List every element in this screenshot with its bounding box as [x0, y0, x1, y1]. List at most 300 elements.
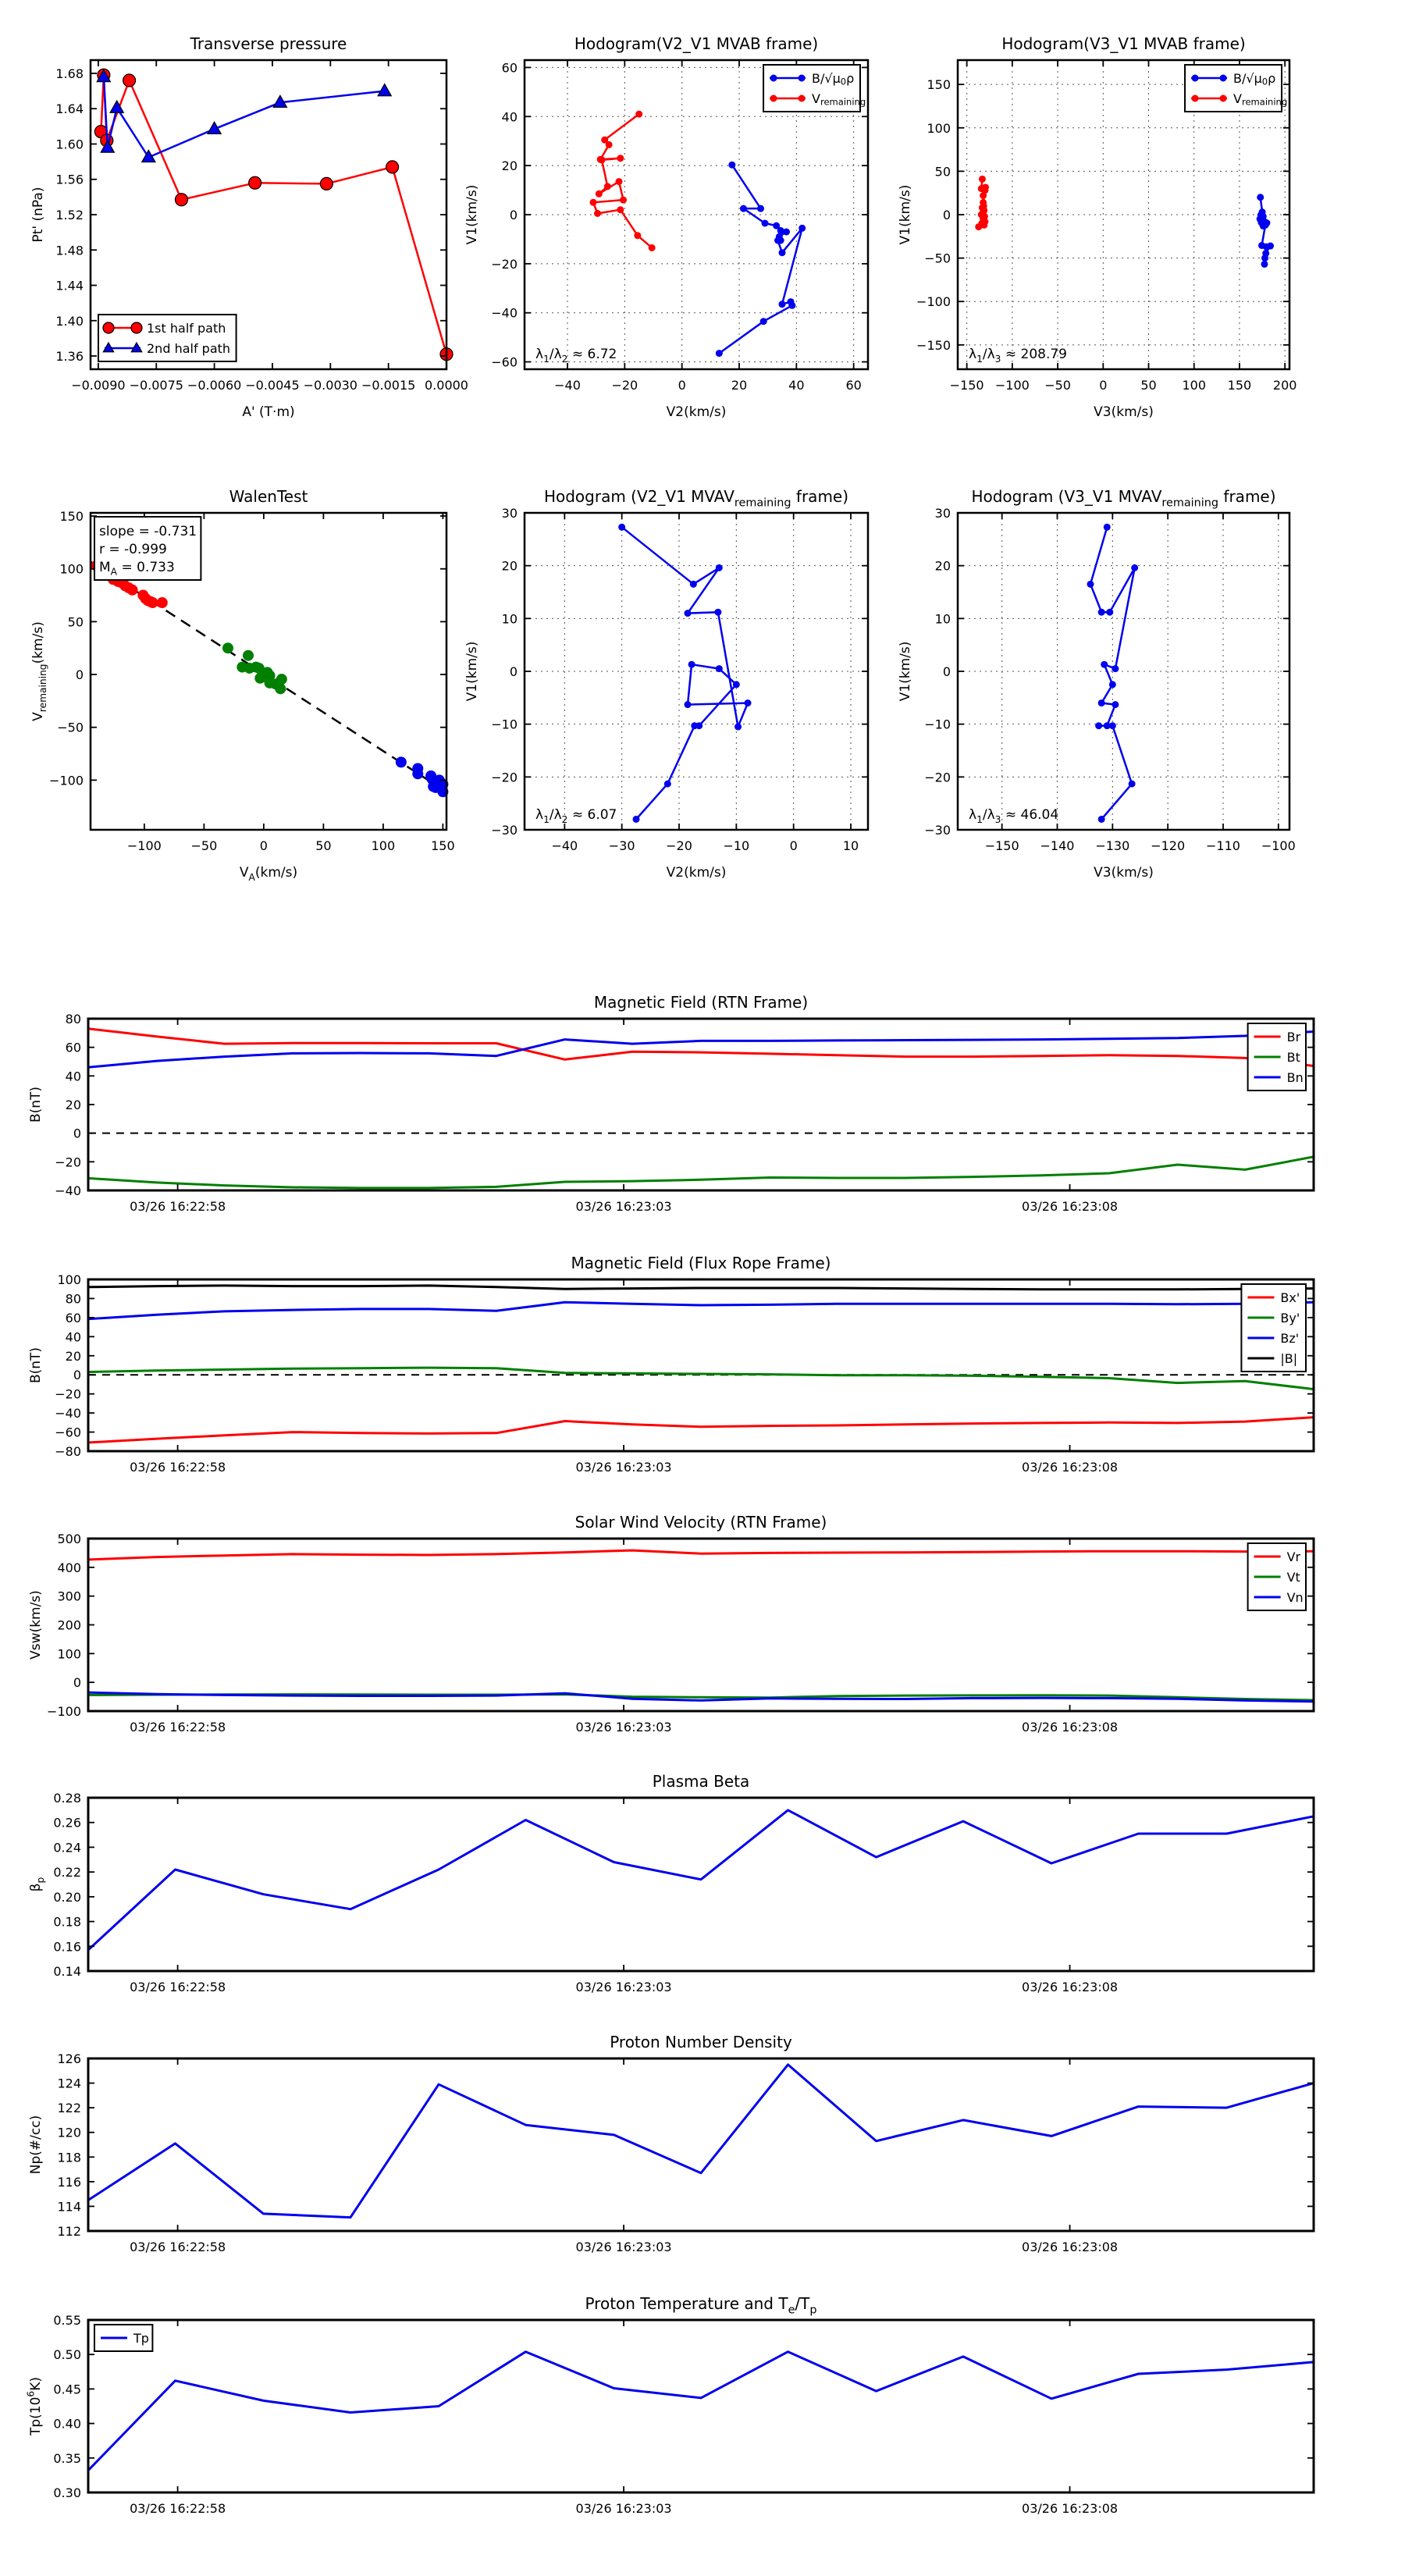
axes-frame — [88, 1019, 1314, 1190]
circle-marker — [1098, 816, 1105, 823]
x-tick-label: −20 — [611, 378, 638, 393]
chart-transverse-pressure — [30, 34, 468, 420]
chart-title: Hodogram (V2_V1 $MVAV_{remaining}$ frame) — [543, 487, 849, 510]
y-tick-label: 0.26 — [53, 1815, 81, 1831]
x-axis-label: V3(km/s) — [1094, 404, 1154, 420]
circle-marker — [1220, 75, 1227, 82]
circle-marker — [1109, 722, 1116, 729]
y-tick-label: 30 — [934, 505, 951, 521]
x-tick-label: 200 — [1272, 378, 1297, 393]
x-tick-label: −0.0030 — [303, 378, 357, 393]
circle-marker — [649, 244, 656, 251]
y-tick-label: 120 — [57, 2125, 81, 2140]
y-tick-label: −80 — [55, 1443, 81, 1459]
circle-marker — [685, 701, 692, 708]
circle-marker — [688, 661, 695, 668]
circle-marker — [757, 205, 764, 212]
circle-marker — [1220, 95, 1227, 102]
circle-marker — [728, 162, 735, 169]
legend-label: Bx' — [1280, 1290, 1300, 1305]
axes-frame — [88, 2058, 1314, 2231]
circle-marker — [131, 322, 142, 333]
x-tick-label: 03/26 16:23:08 — [1022, 1720, 1119, 1735]
y-tick-label: −10 — [924, 717, 951, 732]
circle-marker — [1192, 95, 1199, 102]
y-tick-label: 0 — [942, 664, 951, 679]
series-bn — [88, 1029, 1314, 1068]
x-tick-label: 03/26 16:22:58 — [130, 2240, 226, 2254]
y-tick-label: 0 — [73, 1126, 81, 1141]
series-b-0- — [1257, 194, 1274, 268]
x-tick-label: 50 — [315, 838, 332, 853]
circle-marker — [148, 597, 158, 608]
chart-title: Proton Temperature and $T_e/T_p$ — [585, 2294, 817, 2317]
y-tick-label: 60 — [65, 1310, 81, 1325]
circle-marker — [617, 155, 624, 162]
circle-marker — [1262, 222, 1269, 229]
y-tick-label: −100 — [49, 772, 84, 788]
legend — [763, 65, 866, 112]
circle-marker — [716, 350, 723, 357]
legend-label: By' — [1280, 1310, 1300, 1325]
y-axis-label: B(nT) — [28, 1347, 44, 1384]
series-v-remaining- — [618, 524, 751, 823]
y-tick-label: 80 — [65, 1011, 81, 1026]
circle-marker — [1192, 75, 1199, 82]
series-bt — [88, 1157, 1314, 1188]
y-tick-label: 20 — [65, 1097, 81, 1112]
y-tick-label: 112 — [57, 2223, 81, 2239]
triangle-marker — [378, 84, 391, 96]
series-bz' — [88, 1302, 1314, 1318]
axes-frame — [88, 1539, 1314, 1711]
legend-label: Bn — [1286, 1069, 1304, 1085]
circle-marker — [103, 322, 114, 333]
circle-marker — [633, 816, 640, 823]
series-beta-p — [88, 1810, 1314, 1950]
y-tick-label: −50 — [924, 251, 951, 266]
circle-marker — [760, 318, 767, 325]
circle-marker — [620, 197, 627, 204]
y-tick-label: 0.35 — [53, 2450, 81, 2466]
x-tick-label: 0 — [259, 838, 268, 853]
x-tick-label: −50 — [190, 838, 218, 853]
y-tick-label: 126 — [57, 2051, 81, 2066]
chart-title: Transverse pressure — [190, 34, 347, 53]
y-tick-label: −20 — [491, 769, 518, 785]
x-tick-label: 100 — [371, 838, 396, 853]
y-axis-label: Vsw(km/s) — [28, 1590, 44, 1660]
x-tick-label: 03/26 16:23:03 — [575, 1720, 672, 1735]
y-axis-label: $V_{remaining}(km/s)$ — [30, 621, 48, 721]
legend — [1241, 1284, 1306, 1372]
x-tick-label: 03/26 16:23:03 — [575, 1460, 672, 1475]
circle-marker — [716, 665, 723, 672]
circle-marker — [175, 194, 187, 206]
x-tick-label: 03/26 16:23:03 — [575, 1199, 672, 1214]
circle-marker — [735, 724, 742, 731]
circle-marker — [1101, 661, 1108, 668]
circle-marker — [635, 111, 642, 118]
annotation: $\lambda_1/\lambda_3 \approx 208.79$ — [969, 347, 1067, 365]
circle-marker — [616, 178, 623, 185]
y-tick-label: −20 — [55, 1154, 81, 1169]
circle-marker — [412, 768, 423, 779]
circle-marker — [714, 609, 721, 616]
circle-marker — [590, 199, 597, 206]
legend — [1248, 1023, 1306, 1091]
y-tick-label: 1.40 — [55, 313, 84, 329]
y-tick-label: 10 — [934, 610, 951, 626]
x-tick-label: −40 — [551, 838, 578, 853]
x-tick-label: 03/26 16:23:03 — [575, 1980, 672, 1994]
chart-plasma-beta — [28, 1772, 1314, 1994]
x-tick-label: −110 — [1206, 838, 1240, 853]
x-tick-label: −0.0015 — [361, 378, 416, 393]
x-axis-label: A' (T·m) — [242, 404, 295, 420]
circle-marker — [685, 610, 692, 617]
circle-marker — [594, 210, 601, 217]
y-tick-label: 0.22 — [53, 1864, 81, 1880]
x-tick-label: −0.0060 — [187, 378, 242, 393]
y-tick-label: 40 — [65, 1068, 81, 1083]
chart-b-fluxrope — [28, 1254, 1314, 1475]
y-tick-label: 300 — [57, 1589, 81, 1604]
legend-label: |B| — [1280, 1350, 1298, 1366]
chart-title: Hodogram(V2_V1 MVAB frame) — [574, 34, 819, 53]
circle-marker — [606, 141, 613, 148]
x-tick-label: 40 — [788, 378, 805, 393]
circle-marker — [599, 156, 606, 163]
chart-title: Magnetic Field (RTN Frame) — [593, 993, 809, 1012]
circle-marker — [1106, 609, 1113, 616]
series-v-remaining- — [975, 176, 989, 230]
y-tick-label: 0 — [73, 1674, 81, 1690]
annotation: $\lambda_1/\lambda_3 \approx 46.04$ — [969, 807, 1059, 825]
x-tick-label: 0 — [1099, 378, 1108, 393]
y-axis-label: Np(#/cc) — [28, 2115, 44, 2175]
x-tick-label: 03/26 16:22:58 — [130, 2501, 226, 2516]
chart-proton-density — [28, 2033, 1314, 2254]
info-line: $M_A = 0.733$ — [99, 559, 175, 578]
circle-marker — [691, 722, 698, 729]
info-line: slope = -0.731 — [99, 523, 197, 539]
series-|b| — [88, 1286, 1314, 1290]
x-tick-label: 0 — [678, 378, 686, 393]
circle-marker — [799, 95, 806, 102]
circle-marker — [1112, 701, 1119, 708]
y-tick-label: 0.16 — [53, 1938, 81, 1954]
x-tick-label: −50 — [1044, 378, 1071, 393]
series-middle — [222, 642, 287, 694]
circle-marker — [1129, 781, 1136, 788]
legend-label: $V_{remaining}$ — [1233, 91, 1288, 108]
circle-marker — [979, 176, 986, 183]
y-tick-label: 200 — [57, 1617, 81, 1632]
y-tick-label: 150 — [927, 76, 951, 92]
circle-marker — [396, 756, 407, 767]
y-tick-label: 0.55 — [53, 2312, 81, 2328]
y-tick-label: 0.50 — [53, 2347, 81, 2362]
chart-b-rtn — [28, 993, 1314, 1214]
y-tick-label: 0.30 — [53, 2485, 81, 2500]
y-tick-label: 0.24 — [53, 1839, 81, 1855]
x-tick-label: −100 — [1261, 838, 1296, 853]
y-tick-label: 150 — [59, 508, 84, 524]
x-tick-label: 0.0000 — [425, 378, 468, 393]
circle-marker — [799, 75, 806, 82]
legend-label: Br — [1286, 1029, 1301, 1044]
circle-marker — [249, 176, 261, 189]
y-tick-label: −50 — [57, 720, 84, 735]
ticks — [53, 1791, 1314, 1995]
y-tick-label: −20 — [924, 769, 951, 785]
circle-marker — [1257, 194, 1264, 201]
y-tick-label: 1.60 — [55, 136, 84, 151]
y-tick-label: −100 — [47, 1703, 81, 1719]
x-tick-label: −40 — [554, 378, 581, 393]
series-b-0- — [716, 162, 806, 357]
ticks — [491, 506, 868, 854]
x-tick-label: −100 — [126, 838, 162, 853]
annotation: $\lambda_1/\lambda_2 \approx 6.07$ — [535, 807, 617, 825]
x-tick-label: 03/26 16:22:58 — [130, 1980, 226, 1994]
x-tick-label: −140 — [1040, 838, 1075, 853]
series-2nd-half-path — [97, 69, 391, 162]
y-tick-label: 118 — [57, 2149, 81, 2165]
series-vr — [88, 1550, 1314, 1560]
y-axis-label: $Tp(10^6K)$ — [25, 2376, 44, 2436]
series-second-half — [396, 756, 449, 797]
y-tick-label: −100 — [916, 294, 951, 309]
y-tick-label: −20 — [491, 256, 518, 272]
y-tick-label: 40 — [501, 109, 518, 124]
y-tick-label: −20 — [55, 1386, 81, 1402]
y-tick-label: 500 — [57, 1531, 81, 1546]
y-tick-label: 30 — [501, 505, 518, 521]
chart-title: Proton Number Density — [610, 2033, 792, 2051]
circle-marker — [783, 229, 790, 236]
legend-label: Bz' — [1280, 1330, 1300, 1346]
axes-frame — [525, 513, 868, 830]
x-axis-label: V3(km/s) — [1094, 865, 1154, 881]
ticks — [47, 1532, 1314, 1735]
circle-marker — [774, 237, 781, 244]
chart-hodogram-v2v1-mvav — [464, 487, 868, 881]
x-tick-label: 50 — [1140, 378, 1157, 393]
y-tick-label: 0 — [75, 667, 84, 682]
series-tp — [88, 2352, 1314, 2471]
circle-marker — [1104, 524, 1111, 531]
x-tick-label: 03/26 16:23:08 — [1022, 1460, 1119, 1475]
y-axis-label: B(nT) — [28, 1086, 44, 1123]
circle-marker — [664, 781, 671, 788]
circle-marker — [618, 524, 625, 531]
legend-label: Bt — [1286, 1049, 1300, 1065]
series-by' — [88, 1368, 1314, 1389]
legend — [1248, 1543, 1306, 1610]
chart-hodogram-v3v1-mvav — [898, 487, 1296, 881]
circle-marker — [275, 683, 286, 694]
x-tick-label: −150 — [984, 838, 1019, 853]
y-tick-label: 0.40 — [53, 2416, 81, 2432]
circle-marker — [596, 190, 603, 197]
y-tick-label: −60 — [55, 1425, 81, 1440]
circle-marker — [1112, 665, 1119, 672]
circle-marker — [386, 161, 399, 173]
legend-label: $B/√\mu_0\rho$ — [812, 70, 855, 87]
circle-marker — [123, 74, 136, 87]
y-tick-label: 0 — [509, 207, 518, 222]
y-tick-label: 0 — [942, 207, 951, 222]
y-axis-label: V1(km/s) — [464, 641, 480, 702]
x-tick-label: −100 — [994, 378, 1030, 393]
x-tick-label: 150 — [431, 838, 455, 853]
y-axis-label: $\beta_p$ — [28, 1877, 46, 1892]
y-tick-label: 100 — [927, 120, 951, 136]
y-tick-label: 124 — [57, 2076, 81, 2091]
y-tick-label: 1.64 — [55, 101, 84, 116]
y-tick-label: 0.14 — [53, 1963, 81, 1979]
circle-marker — [779, 249, 786, 256]
y-tick-label: 20 — [501, 558, 518, 574]
x-axis-label: V2(km/s) — [666, 865, 727, 881]
y-tick-label: 20 — [934, 558, 951, 574]
circle-marker — [1095, 722, 1102, 729]
legend-label: $B/√\mu_0\rho$ — [1233, 70, 1276, 87]
circle-marker — [1131, 564, 1138, 571]
x-axis-label: V2(km/s) — [666, 404, 727, 420]
y-tick-label: 20 — [65, 1348, 81, 1364]
y-tick-label: −40 — [55, 1405, 81, 1421]
circle-marker — [157, 597, 168, 608]
legend-label: Tp — [133, 2330, 149, 2346]
x-tick-label: 150 — [1227, 378, 1252, 393]
circle-marker — [745, 699, 752, 706]
x-tick-label: −30 — [608, 838, 635, 853]
chart-proton-temperature — [25, 2294, 1314, 2516]
y-tick-label: 0 — [73, 1367, 81, 1382]
y-tick-label: −40 — [491, 305, 518, 321]
circle-marker — [1261, 254, 1268, 262]
circle-marker — [779, 301, 786, 308]
circle-marker — [762, 220, 769, 227]
x-tick-label: 60 — [845, 378, 862, 393]
y-tick-label: 100 — [59, 561, 84, 577]
circle-marker — [320, 177, 333, 190]
y-tick-label: 114 — [57, 2198, 81, 2214]
chart-vsw-rtn — [28, 1513, 1314, 1735]
y-axis-label: V1(km/s) — [464, 184, 480, 245]
circle-marker — [1098, 699, 1105, 706]
y-axis-label: V1(km/s) — [898, 184, 913, 245]
x-tick-label: 03/26 16:23:08 — [1022, 1199, 1119, 1214]
circle-marker — [604, 183, 611, 190]
y-tick-label: 0.28 — [53, 1790, 81, 1806]
y-tick-label: 0.18 — [53, 1914, 81, 1930]
y-tick-label: 116 — [57, 2174, 81, 2190]
circle-marker — [634, 232, 641, 239]
y-tick-label: 1.52 — [55, 207, 84, 222]
chart-title: WalenTest — [229, 487, 308, 506]
y-tick-label: 50 — [934, 163, 951, 179]
x-tick-label: 03/26 16:22:58 — [130, 1199, 226, 1214]
y-tick-label: 0.20 — [53, 1889, 81, 1905]
annotation: $\lambda_1/\lambda_2 \approx 6.72$ — [535, 347, 617, 365]
y-tick-label: 40 — [65, 1329, 81, 1344]
circle-marker — [716, 564, 723, 571]
info-box — [94, 517, 201, 580]
x-tick-label: −120 — [1151, 838, 1186, 853]
y-tick-label: 60 — [501, 59, 518, 75]
circle-marker — [980, 222, 987, 229]
x-tick-label: 20 — [731, 378, 748, 393]
chart-title: Hodogram (V3_V1 $MVAV_{remaining}$ frame) — [971, 487, 1276, 510]
chart-hodogram-v2v1-mvab — [464, 34, 868, 420]
y-axis-label: V1(km/s) — [898, 641, 913, 702]
chart-title: Hodogram(V3_V1 MVAB frame) — [1001, 34, 1246, 53]
x-tick-label: 03/26 16:22:58 — [130, 1720, 226, 1735]
circle-marker — [770, 95, 777, 102]
y-tick-label: −150 — [916, 337, 951, 353]
circle-marker — [788, 302, 795, 309]
y-tick-label: 100 — [57, 1646, 81, 1661]
y-tick-label: −40 — [55, 1183, 81, 1198]
x-tick-label: −0.0090 — [71, 378, 126, 393]
legend-label: Vn — [1286, 1589, 1304, 1605]
ticks — [57, 2051, 1314, 2255]
grid — [958, 513, 1289, 830]
y-tick-label: −10 — [491, 717, 518, 732]
ticks — [53, 2313, 1314, 2517]
y-tick-label: 0 — [509, 664, 518, 679]
y-tick-label: 80 — [65, 1290, 81, 1306]
circle-marker — [1109, 681, 1116, 688]
y-tick-label: 1.48 — [55, 242, 84, 258]
chart-title: Solar Wind Velocity (RTN Frame) — [574, 1513, 827, 1532]
y-axis-label: Pt' (nPa) — [30, 187, 46, 243]
legend — [94, 2325, 152, 2351]
circle-marker — [1267, 243, 1274, 250]
circle-marker — [243, 650, 254, 661]
circle-marker — [770, 75, 777, 82]
circle-marker — [740, 205, 747, 212]
chart-title: Plasma Beta — [652, 1772, 750, 1791]
x-tick-label: −150 — [949, 378, 984, 393]
y-tick-label: 1.44 — [55, 278, 84, 294]
circle-marker — [799, 225, 806, 232]
series-np — [88, 2065, 1314, 2218]
x-tick-label: 03/26 16:22:58 — [130, 1460, 226, 1475]
x-tick-label: 03/26 16:23:03 — [575, 2240, 672, 2254]
x-tick-label: −130 — [1095, 838, 1130, 853]
circle-marker — [1098, 609, 1105, 616]
y-tick-label: 1.68 — [55, 66, 84, 81]
y-tick-label: 1.56 — [55, 172, 84, 187]
chart-title: Magnetic Field (Flux Rope Frame) — [571, 1254, 831, 1272]
y-tick-label: 400 — [57, 1560, 81, 1575]
axes-frame — [88, 2320, 1314, 2492]
y-tick-label: −30 — [491, 822, 518, 838]
x-tick-label: −0.0045 — [245, 378, 300, 393]
series-br — [88, 1029, 1314, 1066]
x-tick-label: 03/26 16:23:08 — [1022, 1980, 1119, 1994]
legend-label: Vt — [1286, 1569, 1300, 1585]
x-axis-label: $V_A(km/s)$ — [239, 865, 298, 883]
x-tick-label: 03/26 16:23:08 — [1022, 2240, 1119, 2254]
x-tick-label: 100 — [1182, 378, 1207, 393]
y-tick-label: 0.45 — [53, 2381, 81, 2396]
